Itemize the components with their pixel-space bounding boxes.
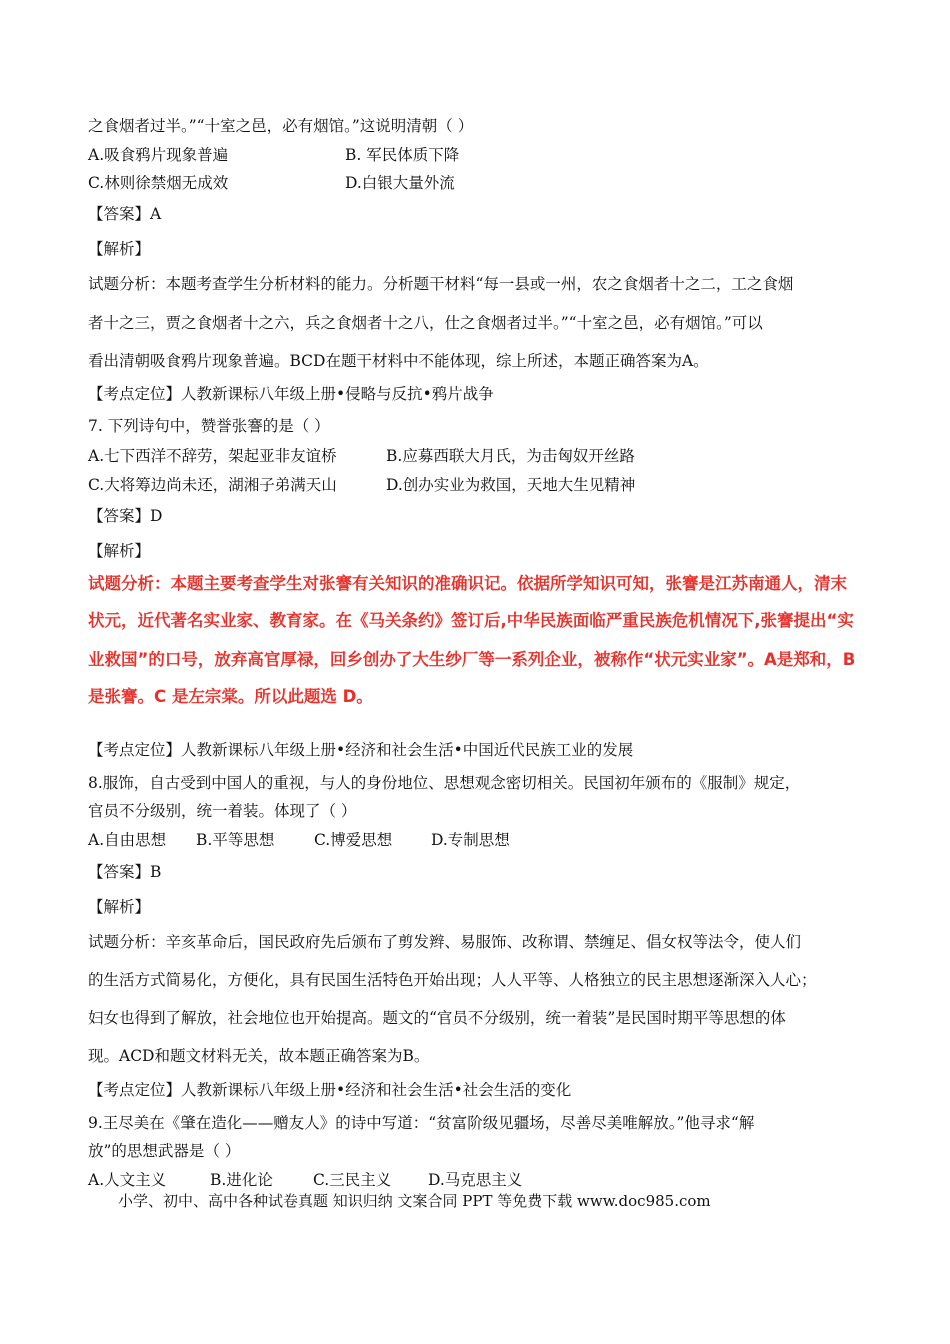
q8-stem-line-2: 官员不分级别，统一着装。体现了（ ） — [88, 802, 357, 820]
q7-kaodian: 【考点定位】人教新课标八年级上册•经济和社会生活•中国近代民族工业的发展 — [88, 741, 634, 759]
q7-analysis-line-4: 是张謇。C 是左宗棠。所以此题选 D。 — [88, 687, 373, 706]
q8-option-c: C.博爱思想 — [314, 831, 393, 849]
q7-answer: 【答案】D — [88, 507, 163, 525]
q9-option-b: B.进化论 — [210, 1171, 273, 1189]
q8-analysis-line-2: 的生活方式简易化，方便化，具有民国生活特色开始出现；人人平等、人格独立的民主思想逐渐深入人心； — [88, 971, 817, 989]
q6-analysis-line-2: 者十之三，贾之食烟者十之六，兵之食烟者十之八，仕之食烟者过半。”“十室之邑，必有烟馆。”可以 — [88, 314, 763, 332]
q8-option-a: A.自由思想 — [88, 831, 167, 849]
q8-option-d: D.专制思想 — [431, 831, 510, 849]
q6-option-c: C.林则徐禁烟无成效 — [88, 174, 229, 192]
q7-analysis-line-3: 业救国”的口号，放弃高官厚禄，回乡创办了大生纱厂等一系列企业，被称作“状元实业家”。A是郑和，B — [88, 650, 856, 669]
q9-option-d: D.马克思主义 — [428, 1171, 523, 1189]
q9-option-c: C.三民主义 — [313, 1171, 392, 1189]
q8-option-b: B.平等思想 — [196, 831, 275, 849]
q6-option-b: B. 军民体质下降 — [345, 146, 460, 164]
q9-option-a: A.人文主义 — [88, 1171, 167, 1189]
q6-stem-tail: 之食烟者过半。”“十室之邑，必有烟馆。”这说明清朝（ ） — [88, 117, 474, 135]
q7-option-d: D.创办实业为救国，天地大生见精神 — [386, 476, 636, 494]
q7-option-c: C.大将筹边尚未还，湖湘子弟满天山 — [88, 476, 337, 494]
q8-stem-line-1: 8.服饰，自古受到中国人的重视，与人的身份地位、思想观念密切相关。民国初年颁布的《服制》规定， — [88, 774, 801, 792]
q7-option-a: A.七下西洋不辞劳，架起亚非友谊桥 — [88, 447, 337, 465]
q8-analysis-line-3: 妇女也得到了解放，社会地位也开始提高。题文的“官员不分级别，统一着装”是民国时期平等思想的体 — [88, 1009, 786, 1027]
q7-stem: 7. 下列诗句中，赞誉张謇的是（ ） — [88, 417, 330, 435]
q8-answer: 【答案】B — [88, 863, 162, 881]
q6-analysis-line-3: 看出清朝吸食鸦片现象普遍。BCD在题干材料中不能体现，综上所述，本题正确答案为A。 — [88, 352, 709, 370]
q6-answer: 【答案】A — [88, 205, 162, 223]
q6-kaodian: 【考点定位】人教新课标八年级上册•侵略与反抗•鸦片战争 — [88, 385, 494, 403]
q6-option-a: A.吸食鸦片现象普遍 — [88, 146, 229, 164]
q8-kaodian: 【考点定位】人教新课标八年级上册•经济和社会生活•社会生活的变化 — [88, 1081, 572, 1099]
q7-option-b: B.应募西联大月氏，为击匈奴开丝路 — [386, 447, 635, 465]
q9-stem-line-2: 放”的思想武器是（ ） — [88, 1142, 241, 1160]
q9-stem-line-1: 9.王尽美在《肇在造化——赠友人》的诗中写道：“贫富阶级见疆场，尽善尽美唯解放。”他寻求“解 — [88, 1114, 755, 1132]
q8-analysis-label: 【解析】 — [88, 898, 151, 916]
page-footer: 小学、初中、高中各种试卷真题 知识归纳 文案合同 PPT 等免费下载 www.doc985.com — [118, 1192, 711, 1210]
q6-option-d: D.白银大量外流 — [345, 174, 455, 192]
q6-analysis-line-1: 试题分析：本题考查学生分析材料的能力。分析题干材料“每一县或一州，农之食烟者十之二，工之食烟 — [88, 275, 794, 293]
q8-analysis-line-4: 现。ACD和题文材料无关，故本题正确答案为B。 — [88, 1047, 430, 1065]
q7-analysis-line-2: 状元，近代著名实业家、教育家。在《马关条约》签订后,中华民族面临严重民族危机情况下,张謇提出“实 — [88, 611, 854, 630]
q6-analysis-label: 【解析】 — [88, 240, 151, 258]
q7-analysis-line-1: 试题分析：本题主要考查学生对张謇有关知识的准确识记。依据所学知识可知，张謇是江苏南通人，清末 — [88, 574, 847, 593]
q8-analysis-line-1: 试题分析：辛亥革命后，国民政府先后颁布了剪发辫、易服饰、改称谓、禁缠足、倡女权等法令，使人们 — [88, 933, 802, 951]
q7-analysis-label: 【解析】 — [88, 542, 151, 560]
